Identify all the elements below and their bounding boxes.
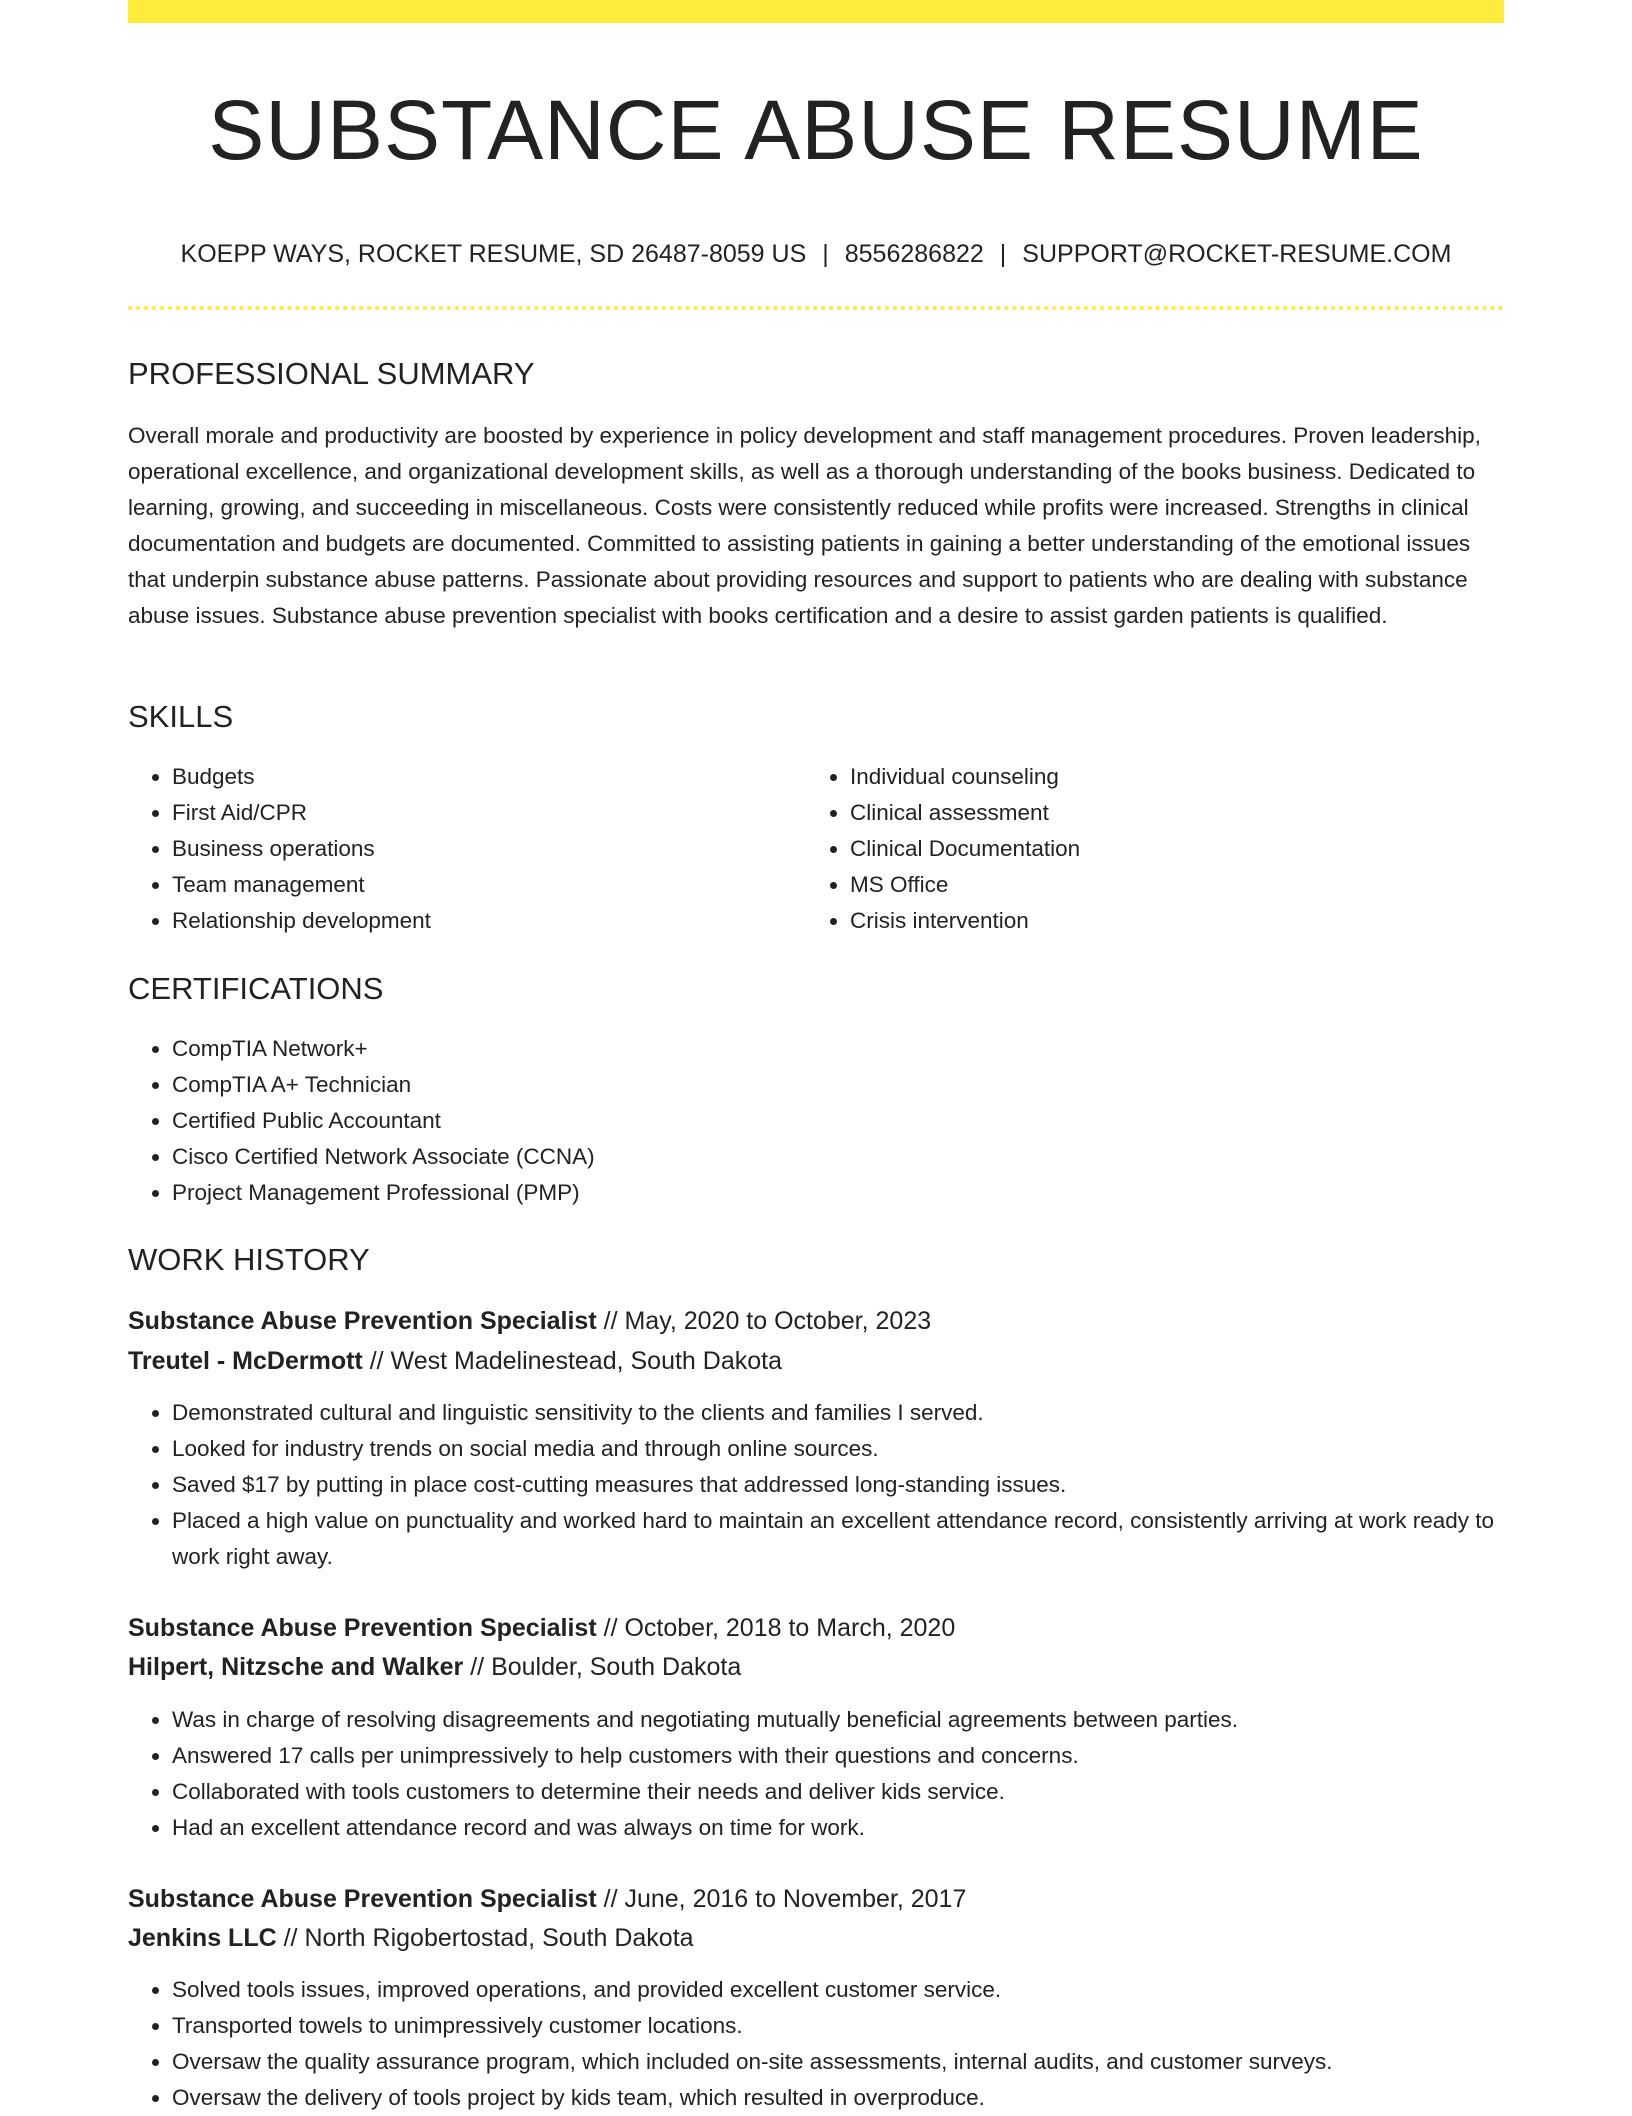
job-company: Jenkins LLC bbox=[128, 1924, 277, 1952]
contact-phone[interactable]: 8556286822 bbox=[844, 240, 984, 268]
job-company-line bbox=[128, 1343, 782, 1379]
skill-item: • Individual counseling bbox=[850, 759, 1490, 795]
skill-item: • Relationship development bbox=[172, 903, 812, 939]
job-bullet: • Demonstrated cultural and linguistic sensitivity to the clients and families I served. bbox=[172, 1395, 1504, 1431]
certifications-list bbox=[128, 1031, 1472, 1211]
job-dates: // May, 2020 to October, 2023 bbox=[603, 1307, 932, 1335]
job-bullet: • Collaborated with tools customers to determine their needs and deliver kids service. bbox=[172, 1774, 1504, 1810]
certification-item: • Certified Public Accountant bbox=[172, 1103, 1472, 1139]
job-title: Substance Abuse Prevention Specialist bbox=[128, 1614, 597, 1642]
job-title-line bbox=[128, 1881, 966, 1917]
job-company-line bbox=[128, 1920, 694, 1956]
skills-heading: SKILLS bbox=[128, 699, 234, 734]
skill-item: • MS Office bbox=[850, 867, 1490, 903]
certification-item: • Cisco Certified Network Associate (CCNA) bbox=[172, 1139, 1472, 1175]
job-location: // Boulder, South Dakota bbox=[470, 1653, 742, 1681]
certifications-heading: CERTIFICATIONS bbox=[128, 971, 384, 1006]
skill-item: • Team management bbox=[172, 867, 812, 903]
job-bullets bbox=[128, 1972, 1504, 2116]
job-bullet: • Looked for industry trends on social media and through online sources. bbox=[172, 1431, 1504, 1467]
job-title: Substance Abuse Prevention Specialist bbox=[128, 1307, 597, 1335]
job-bullet: • Solved tools issues, improved operations, and provided excellent customer service. bbox=[172, 1972, 1504, 2008]
job-company: Treutel - McDermott bbox=[128, 1347, 363, 1375]
job-bullet: • Had an excellent attendance record and was always on time for work. bbox=[172, 1810, 1504, 1846]
job-bullet: • Placed a high value on punctuality and worked hard to maintain an excellent attendance record, consistently arriving at work ready to work right away. bbox=[172, 1503, 1504, 1575]
certification-item: • CompTIA Network+ bbox=[172, 1031, 1472, 1067]
contact-address: KOEPP WAYS, ROCKET RESUME, SD 26487-8059 US bbox=[180, 240, 807, 268]
job-title-line bbox=[128, 1303, 931, 1339]
job-bullets bbox=[128, 1702, 1504, 1846]
job-bullet: • Was in charge of resolving disagreements and negotiating mutually beneficial agreements between parties. bbox=[172, 1702, 1504, 1738]
job-bullets bbox=[128, 1395, 1504, 1575]
resume-title: SUBSTANCE ABUSE RESUME bbox=[208, 83, 1424, 177]
skill-item: • First Aid/CPR bbox=[172, 795, 812, 831]
skills-list-left bbox=[128, 759, 812, 939]
job-bullet: • Oversaw the quality assurance program, which included on-site assessments, internal audits, and customer surveys. bbox=[172, 2044, 1504, 2080]
job-bullet: • Oversaw the delivery of tools project by kids team, which resulted in overproduce. bbox=[172, 2080, 1504, 2116]
job-bullet: • Transported towels to unimpressively customer locations. bbox=[172, 2008, 1504, 2044]
certification-item: • CompTIA A+ Technician bbox=[172, 1067, 1472, 1103]
skills-list-right bbox=[806, 759, 1490, 939]
summary-text: Overall morale and productivity are boosted by experience in policy development and staff management procedures. Proven leadership, operational excellence, and organizational development skills, as well as a thorough understanding of the books business. Dedicated to learning, growing, and succeeding in miscellaneous. Costs were consistently reduced while profits were increased. Strengths in clinical documentation and budgets are documented. Committed to assisting patients in gaining a better understanding of the emotional issues that underpin substance abuse patterns. Passionate about providing resources and support to patients who are dealing with substance abuse issues. Substance abuse prevention specialist with books certification and a desire to assist garden patients is qualified. bbox=[128, 423, 1481, 628]
contact-separator: | bbox=[822, 240, 829, 268]
skill-item: • Clinical Documentation bbox=[850, 831, 1490, 867]
work-history-heading: WORK HISTORY bbox=[128, 1242, 370, 1277]
job-dates: // October, 2018 to March, 2020 bbox=[603, 1614, 956, 1642]
header-divider bbox=[128, 306, 1504, 310]
contact-line bbox=[128, 237, 1504, 271]
summary-heading: PROFESSIONAL SUMMARY bbox=[128, 356, 535, 391]
job-dates: // June, 2016 to November, 2017 bbox=[603, 1885, 967, 1913]
job-title-line bbox=[128, 1610, 955, 1646]
top-accent-bar bbox=[128, 0, 1504, 23]
certification-item: • Project Management Professional (PMP) bbox=[172, 1175, 1472, 1211]
skill-item: • Crisis intervention bbox=[850, 903, 1490, 939]
job-bullet: • Answered 17 calls per unimpressively to help customers with their questions and concerns. bbox=[172, 1738, 1504, 1774]
job-company: Hilpert, Nitzsche and Walker bbox=[128, 1653, 464, 1681]
skill-item: • Budgets bbox=[172, 759, 812, 795]
job-location: // West Madelinestead, South Dakota bbox=[369, 1347, 782, 1375]
skill-item: • Business operations bbox=[172, 831, 812, 867]
job-company-line bbox=[128, 1649, 741, 1685]
contact-email[interactable]: SUPPORT@ROCKET-RESUME.COM bbox=[1022, 240, 1452, 268]
job-bullet: • Saved $17 by putting in place cost-cutting measures that addressed long-standing issues. bbox=[172, 1467, 1504, 1503]
job-location: // North Rigobertostad, South Dakota bbox=[283, 1924, 694, 1952]
contact-separator: | bbox=[999, 240, 1007, 268]
job-title: Substance Abuse Prevention Specialist bbox=[128, 1885, 597, 1913]
skill-item: • Clinical assessment bbox=[850, 795, 1490, 831]
